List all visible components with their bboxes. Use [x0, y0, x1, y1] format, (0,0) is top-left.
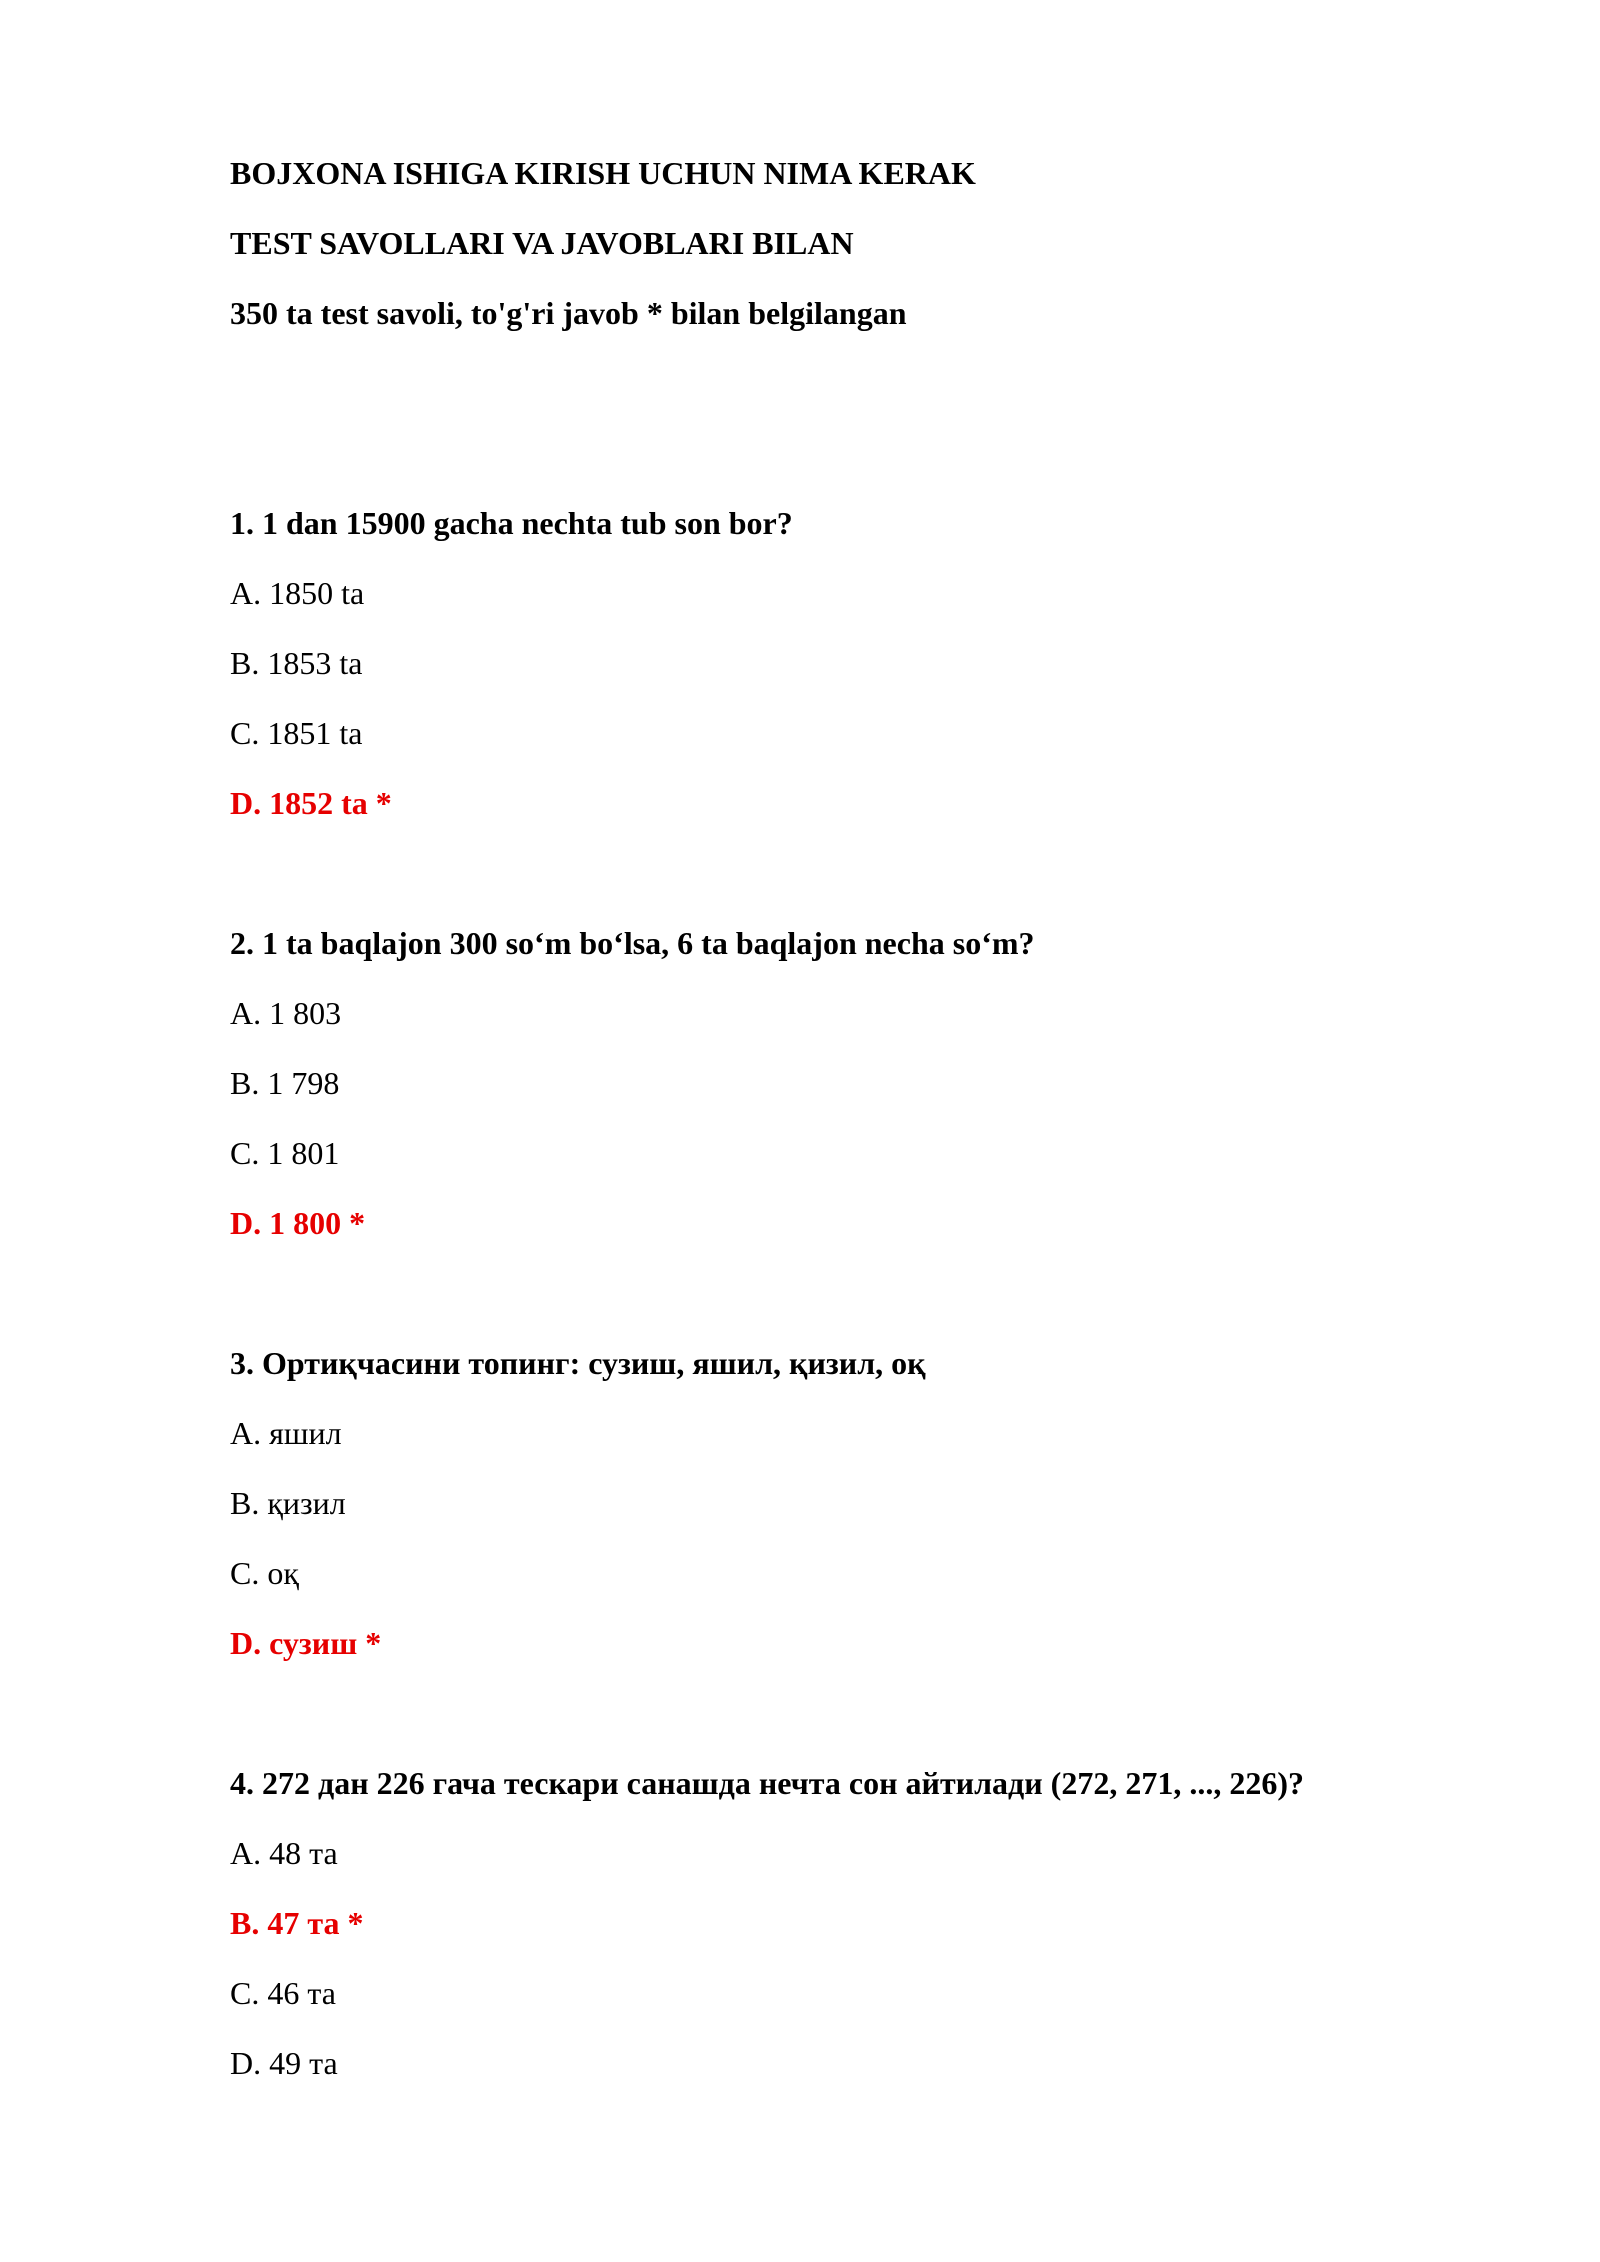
- spacer: [230, 1678, 1600, 1748]
- doc-subtitle: TEST SAVOLLARI VA JAVOBLARI BILAN: [230, 225, 854, 261]
- question-3-option-b: B. қизил: [230, 1485, 346, 1521]
- doc-note: 350 ta test savoli, to'g'ri javob * bilan belgilangan: [230, 295, 907, 331]
- question-4-option-d: D. 49 та: [230, 2045, 338, 2081]
- spacer: [230, 838, 1600, 908]
- spacer: [230, 348, 1600, 488]
- question-4-text: 4. 272 дан 226 гача тескари санашда нечта сон айтилади (272, 271, ..., 226)?: [230, 1765, 1304, 1801]
- question-4-option-b: B. 47 та *: [230, 1905, 364, 1941]
- question-2-option-c: C. 1 801: [230, 1135, 340, 1171]
- question-2-option-d: D. 1 800 *: [230, 1205, 366, 1241]
- question-4-option-c: C. 46 та: [230, 1975, 336, 2011]
- question-2-option-b: B. 1 798: [230, 1065, 340, 1101]
- question-1-option-b: B. 1853 ta: [230, 645, 363, 681]
- question-1-option-d: D. 1852 ta *: [230, 785, 392, 821]
- spacer: [230, 1258, 1600, 1328]
- question-3-option-a: A. яшил: [230, 1415, 342, 1451]
- question-block-4: [230, 1748, 1600, 2098]
- question-3-option-c: C. оқ: [230, 1555, 299, 1591]
- question-block-1: [230, 488, 1600, 838]
- question-block-3: [230, 1328, 1600, 1678]
- question-1-option-a: A. 1850 ta: [230, 575, 365, 611]
- doc-title: BOJXONA ISHIGA KIRISH UCHUN NIMA KERAK: [230, 155, 976, 191]
- question-2-text: 2. 1 ta baqlajon 300 so‘m bo‘lsa, 6 ta baqlajon necha so‘m?: [230, 925, 1035, 961]
- question-1-text: 1. 1 dan 15900 gacha nechta tub son bor?: [230, 505, 793, 541]
- question-3-text: 3. Ортиқчасини топинг: сузиш, яшил, қизил, оқ: [230, 1345, 926, 1381]
- question-2-option-a: A. 1 803: [230, 995, 342, 1031]
- question-4-option-a: A. 48 та: [230, 1835, 338, 1871]
- question-block-2: [230, 908, 1600, 1258]
- question-3-option-d: D. сузиш *: [230, 1625, 382, 1661]
- question-1-option-c: C. 1851 ta: [230, 715, 363, 751]
